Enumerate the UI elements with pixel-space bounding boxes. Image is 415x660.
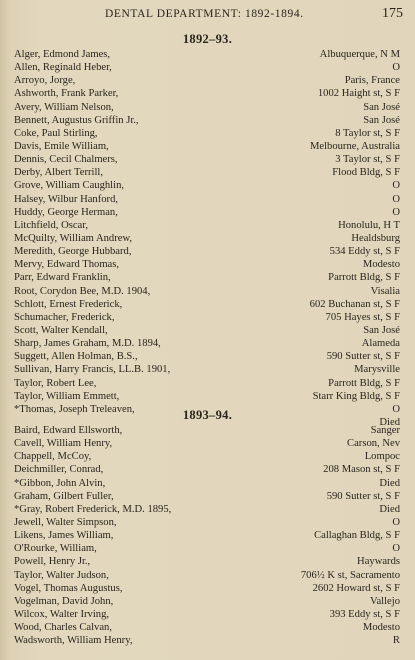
location: 590 Sutter st, S F [326, 351, 400, 363]
person-name: *Gray, Robert Frederick, M.D. 1895, [14, 503, 172, 515]
list-item [0, 516, 415, 529]
person-name: Dennis, Cecil Chalmers, [14, 154, 118, 166]
person-name: Coke, Paul Stirling, [14, 127, 98, 139]
location: Starr King Bldg, S F [312, 390, 400, 402]
list-item [0, 61, 415, 74]
list-item [0, 424, 415, 437]
person-name: Litchfield, Oscar, [14, 219, 88, 231]
person-name: Alger, Edmond James, [14, 49, 111, 60]
person-name: Wood, Charles Calvan, [14, 622, 113, 634]
list-item [0, 114, 415, 127]
list-item [0, 542, 415, 555]
location: 8 Taylor st, S F [335, 127, 400, 139]
list-item [0, 166, 415, 179]
person-name: Vogel, Thomas Augustus, [14, 582, 123, 594]
list-item [0, 503, 415, 516]
list-item [0, 529, 415, 542]
location: Lompoc [364, 451, 400, 463]
list-item [0, 324, 415, 337]
person-name: Halsey, Wilbur Hanford, [14, 193, 119, 205]
person-name: Chappell, McCoy, [14, 451, 92, 463]
location: O [392, 403, 400, 415]
entry-list [0, 48, 415, 429]
person-name: Mervy, Edward Thomas, [14, 259, 120, 271]
person-name: Sharp, James Graham, M.D. 1894, [14, 338, 161, 350]
location: Alameda [361, 338, 400, 350]
person-name: Graham, Gilbert Fuller, [14, 490, 114, 502]
person-name: Taylor, Walter Judson, [14, 569, 109, 581]
list-item [0, 298, 415, 311]
location: 1002 Haight st, S F [317, 88, 400, 100]
list-item [0, 285, 415, 298]
list-item [0, 634, 415, 647]
location: Died [379, 503, 400, 515]
location: 2602 Howard st, S F [312, 582, 400, 594]
list-item [0, 74, 415, 87]
person-name: Taylor, William Emmett, [14, 390, 120, 402]
list-item [0, 193, 415, 206]
person-name: Suggett, Allen Holman, B.S., [14, 351, 138, 363]
list-item [0, 245, 415, 258]
list-item [0, 437, 415, 450]
person-name: Deichmiller, Conrad, [14, 464, 104, 476]
person-name: Derby, Albert Terrill, [14, 167, 103, 179]
location: 602 Buchanan st, S F [309, 298, 400, 310]
list-item [0, 608, 415, 621]
location: O [392, 193, 400, 205]
list-item [0, 450, 415, 463]
person-name: Sullivan, Harry Francis, LL.B. 1901, [14, 364, 171, 376]
location: 705 Hayes st, S F [325, 311, 400, 323]
location: San José [363, 324, 400, 336]
location: O [392, 62, 400, 74]
location: Died [379, 477, 400, 489]
list-item [0, 127, 415, 140]
person-name: Schlott, Ernest Frederick, [14, 298, 123, 310]
person-name: Taylor, Robert Lee, [14, 377, 97, 389]
list-item [0, 48, 415, 61]
list-item [0, 337, 415, 350]
person-name: O'Rourke, William, [14, 543, 97, 555]
list-item [0, 463, 415, 476]
location: Modesto [362, 622, 400, 634]
list-item [0, 569, 415, 582]
person-name: Meredith, George Hubbard, [14, 246, 132, 258]
location: Healdsburg [351, 232, 400, 244]
list-item [0, 490, 415, 503]
person-name: Cavell, William Henry, [14, 438, 113, 450]
person-name: Davis, Emile William, [14, 140, 109, 152]
person-name: Baird, Edward Ellsworth, [14, 425, 123, 436]
list-item [0, 179, 415, 192]
person-name: Root, Corydon Bee, M.D. 1904, [14, 285, 151, 297]
location: Melbourne, Australia [309, 140, 400, 152]
person-name: Scott, Walter Kendall, [14, 324, 108, 336]
person-name: Parr, Edward Franklin, [14, 272, 111, 284]
location: Died [379, 416, 400, 428]
list-item [0, 153, 415, 166]
location: Albuquerque, N M [319, 49, 400, 60]
person-name: Schumacher, Frederick, [14, 311, 115, 323]
person-name: Ashworth, Frank Parker, [14, 88, 119, 100]
person-name: Grove, William Caughlin, [14, 180, 125, 192]
location: 706½ K st, Sacramento [300, 569, 400, 581]
person-name: McQuilty, William Andrew, [14, 232, 133, 244]
location: Parrott Bldg, S F [328, 377, 400, 389]
person-name: Powell, Henry Jr., [14, 556, 91, 568]
location: 393 Eddy st, S F [329, 608, 400, 620]
location: Flood Bldg, S F [332, 167, 400, 179]
list-item [0, 555, 415, 568]
page-number: 175 [382, 6, 403, 21]
person-name: Avery, William Nelson, [14, 101, 114, 113]
list-item [0, 595, 415, 608]
list-item [0, 101, 415, 114]
section-heading: 1893–94. [182, 408, 233, 422]
location: Honolulu, H T [338, 219, 400, 231]
location: San José [363, 101, 400, 113]
person-name: *Gibbon, John Alvin, [14, 477, 106, 489]
list-item [0, 232, 415, 245]
location: O [392, 206, 400, 218]
list-item [0, 258, 415, 271]
list-item [0, 219, 415, 232]
location: Modesto [362, 259, 400, 271]
list-item [0, 206, 415, 219]
location: Visalia [370, 285, 400, 297]
person-name: Huddy, George Herman, [14, 206, 118, 218]
person-name: Likens, James William, [14, 530, 114, 542]
location: Parrott Bldg, S F [328, 272, 400, 284]
entry-list [0, 424, 415, 647]
list-item [0, 621, 415, 634]
location: Callaghan Bldg, S F [314, 530, 400, 542]
location: Haywards [357, 556, 400, 568]
location: 590 Sutter st, S F [326, 490, 400, 502]
location: San José [363, 114, 400, 126]
list-item [0, 477, 415, 490]
list-item [0, 140, 415, 153]
list-item [0, 311, 415, 324]
person-name: Jewell, Walter Simpson, [14, 516, 117, 528]
list-item [0, 377, 415, 390]
running-header: DENTAL DEPARTMENT: 1892-1894. [105, 8, 304, 20]
location: Paris, France [344, 75, 400, 87]
list-item [0, 271, 415, 284]
list-item [0, 87, 415, 100]
person-name: Wilcox, Walter Irving, [14, 608, 110, 620]
person-name: Arroyo, Jorge, [14, 75, 76, 87]
location: Sanger [370, 425, 400, 436]
person-name: *Thomas, Joseph Treleaven, [14, 403, 135, 415]
person-name: Allen, Reginald Heber, [14, 62, 112, 74]
location: 208 Mason st, S F [323, 464, 400, 476]
list-item [0, 350, 415, 363]
list-item [0, 582, 415, 595]
page-header [0, 6, 415, 24]
person-name: Vogelman, David John, [14, 595, 114, 607]
location: O [392, 543, 400, 555]
location: O [392, 516, 400, 528]
person-name: Bennett, Augustus Griffin Jr., [14, 114, 139, 126]
location: 534 Eddy st, S F [329, 246, 400, 258]
section-heading: 1892–93. [182, 32, 233, 46]
person-name: Wadsworth, William Henry, [14, 635, 133, 647]
location: R [392, 635, 400, 647]
location: Carson, Nev [347, 438, 400, 450]
list-item [0, 390, 415, 403]
location: Marysville [354, 364, 400, 376]
list-item [0, 363, 415, 376]
location: Vallejo [369, 595, 400, 607]
location: O [392, 180, 400, 192]
location: 3 Taylor st, S F [335, 154, 400, 166]
